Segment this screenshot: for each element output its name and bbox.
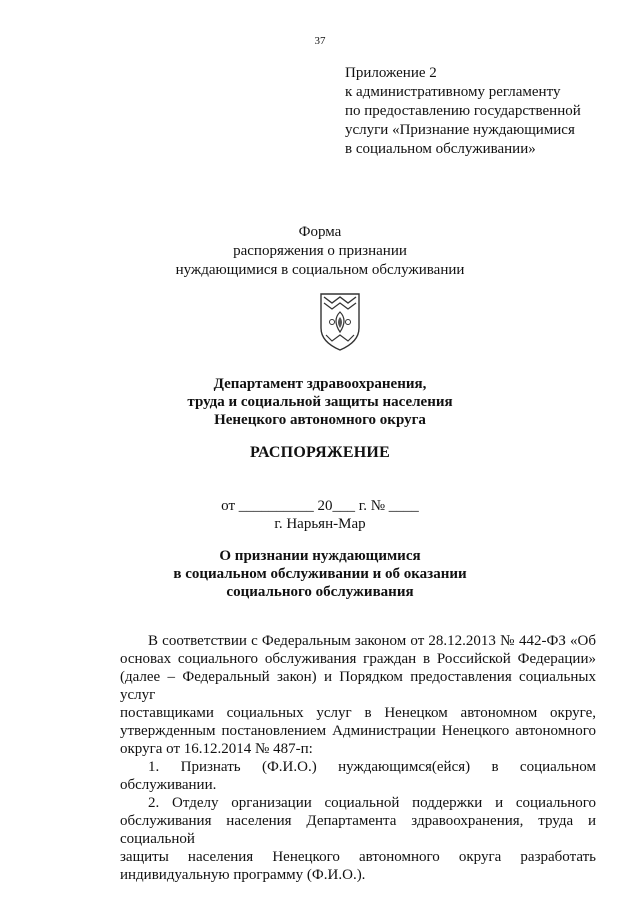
subject-line: О признании нуждающимися — [219, 548, 421, 564]
department-line: Ненецкого автономного округа — [214, 412, 426, 428]
subject-line: в социальном обслуживании и об оказании — [173, 566, 467, 582]
page-number: 37 — [314, 35, 326, 47]
appendix-line: по предоставлению государственной — [345, 103, 581, 119]
body-line: основах социального обслуживания граждан в Российской Федерации» — [120, 651, 596, 667]
appendix-line: услуги «Признание нуждающимися — [345, 122, 575, 138]
department-line: Департамент здравоохранения, — [213, 376, 427, 392]
body-line: В соответствии с Федеральным законом от 28.12.2013 № 442-ФЗ «Об — [148, 633, 596, 649]
order-title: РАСПОРЯЖЕНИЕ — [250, 444, 390, 461]
appendix-line: в социальном обслуживании» — [345, 141, 536, 157]
coat-of-arms-icon — [318, 290, 362, 352]
body-text — [120, 632, 596, 884]
form-title-line: распоряжения о признании — [233, 243, 407, 259]
form-title-line: нуждающимися в социальном обслуживании — [175, 262, 465, 278]
item-2-line: обслуживания населения Департамента здравоохранения, труда и социальной — [120, 813, 596, 847]
subject-line: социального обслуживания — [226, 584, 414, 600]
body-line: округа от 16.12.2014 № 487-п: — [120, 741, 313, 757]
item-2-line: 2. Отделу организации социальной поддержки и социального — [148, 795, 596, 811]
city-line: г. Нарьян-Мар — [274, 516, 366, 532]
department-name — [0, 375, 640, 429]
appendix-line: Приложение 2 — [345, 65, 437, 81]
appendix-header — [345, 64, 581, 159]
order-subject — [0, 547, 640, 601]
body-line: поставщиками социальных услуг в Ненецком автономном округе, — [120, 705, 596, 721]
item-1: 1. Признать (Ф.И.О.) нуждающимся(ейся) в социальном обслуживании. — [120, 759, 596, 793]
item-2-line: индивидуальную программу (Ф.И.О.). — [120, 867, 366, 883]
appendix-line: к административному регламенту — [345, 84, 561, 100]
date-number-line: от __________ 20___ г. № ____ — [221, 498, 419, 514]
item-2-line: защиты населения Ненецкого автономного округа разработать — [120, 849, 596, 865]
form-title-line: Форма — [298, 224, 342, 240]
form-title — [0, 223, 640, 280]
dateline — [0, 497, 640, 533]
department-line: труда и социальной защиты населения — [187, 394, 453, 410]
body-line: (далее – Федеральный закон) и Порядком предоставления социальных услуг — [120, 669, 596, 703]
body-line: утвержденным постановлением Администрации Ненецкого автономного — [120, 723, 596, 739]
